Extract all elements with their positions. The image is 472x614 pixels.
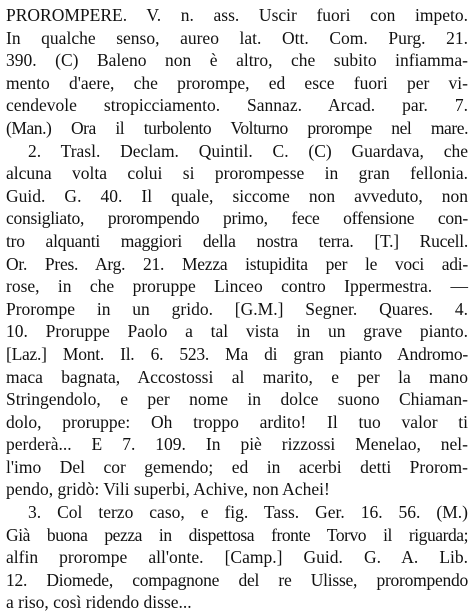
- entry-line-2: In qualche senso, aureo lat. Ott. Com. Purg. 21.: [6, 27, 468, 48]
- entry-line-7-sense-2: 2. Trasl. Declam. Quintil. C. (C) Guardava, che: [28, 140, 468, 161]
- entry-line-9: Guid. G. 40. Il quale, siccome non avveduto, non: [6, 185, 468, 206]
- entry-line-15: 10. Proruppe Paolo a tal vista in un grave pianto.: [6, 321, 468, 342]
- entry-line-16: [Laz.] Mont. Il. 6. 523. Ma di gran pianto Andromo-: [6, 343, 468, 364]
- entry-line-23-sense-3: 3. Col terzo caso, e fig. Tass. Ger. 16. 56. (M.): [28, 502, 468, 523]
- entry-line-25: alfin prorompe all'onte. [Camp.] Guid. G. A. Lib.: [6, 547, 468, 568]
- entry-line-3: 390. (C) Baleno non è altro, che subito infiamma-: [6, 50, 468, 71]
- entry-line-13: rose, in che proruppe Linceo contro Ippermestra. —: [6, 276, 468, 297]
- entry-line-19: dolo, proruppe: Oh troppo ardito! Il tuo valor ti: [6, 411, 468, 432]
- entry-line-1-headword: PROROMPERE. V. n. ass. Uscir fuori con impeto.: [6, 5, 468, 25]
- entry-line-10: consigliato, prorompendo primo, fece offensione con-: [6, 208, 468, 229]
- entry-line-14: Prorompe in un grido. [G.M.] Segner. Quares. 4.: [6, 298, 468, 319]
- entry-line-24: Già buona pezza in dispettosa fronte Torvo il riguarda;: [6, 524, 468, 545]
- entry-line-6: (Man.) Ora il turbolento Volturno prorompe nel mare.: [6, 117, 468, 138]
- entry-line-8: alcuna volta colui si prorompesse in gran fellonia.: [6, 163, 468, 184]
- entry-line-20: perderà... E 7. 109. In piè rizzossi Menelao, nel-: [6, 434, 468, 455]
- entry-line-22: pendo, gridò: Vili superbi, Achive, non Achei!: [6, 479, 330, 500]
- entry-line-26: 12. Diomede, compagnone del re Ulisse, prorompendo: [6, 569, 468, 590]
- entry-line-18: Stringendolo, e per nome in dolce suono Chiaman-: [6, 389, 468, 410]
- entry-line-12: Or. Pres. Arg. 21. Mezza istupidita per le voci adi-: [6, 253, 468, 274]
- dictionary-entry-prorompere: [6, 4, 468, 614]
- entry-line-17: maca bagnata, Accostossi al marito, e per la mano: [6, 366, 468, 387]
- entry-line-27: a riso, così ridendo disse...: [6, 592, 192, 613]
- entry-line-4: mento d'aere, che prorompe, ed esce fuori per vi-: [6, 72, 468, 93]
- entry-line-11: tro alquanti maggiori della nostra terra. [T.] Rucell.: [6, 230, 468, 251]
- entry-line-5: cendevole stropicciamento. Sannaz. Arcad. par. 7.: [6, 95, 468, 116]
- entry-line-21: l'imo Del cor gemendo; ed in acerbi detti Prorom-: [6, 456, 468, 477]
